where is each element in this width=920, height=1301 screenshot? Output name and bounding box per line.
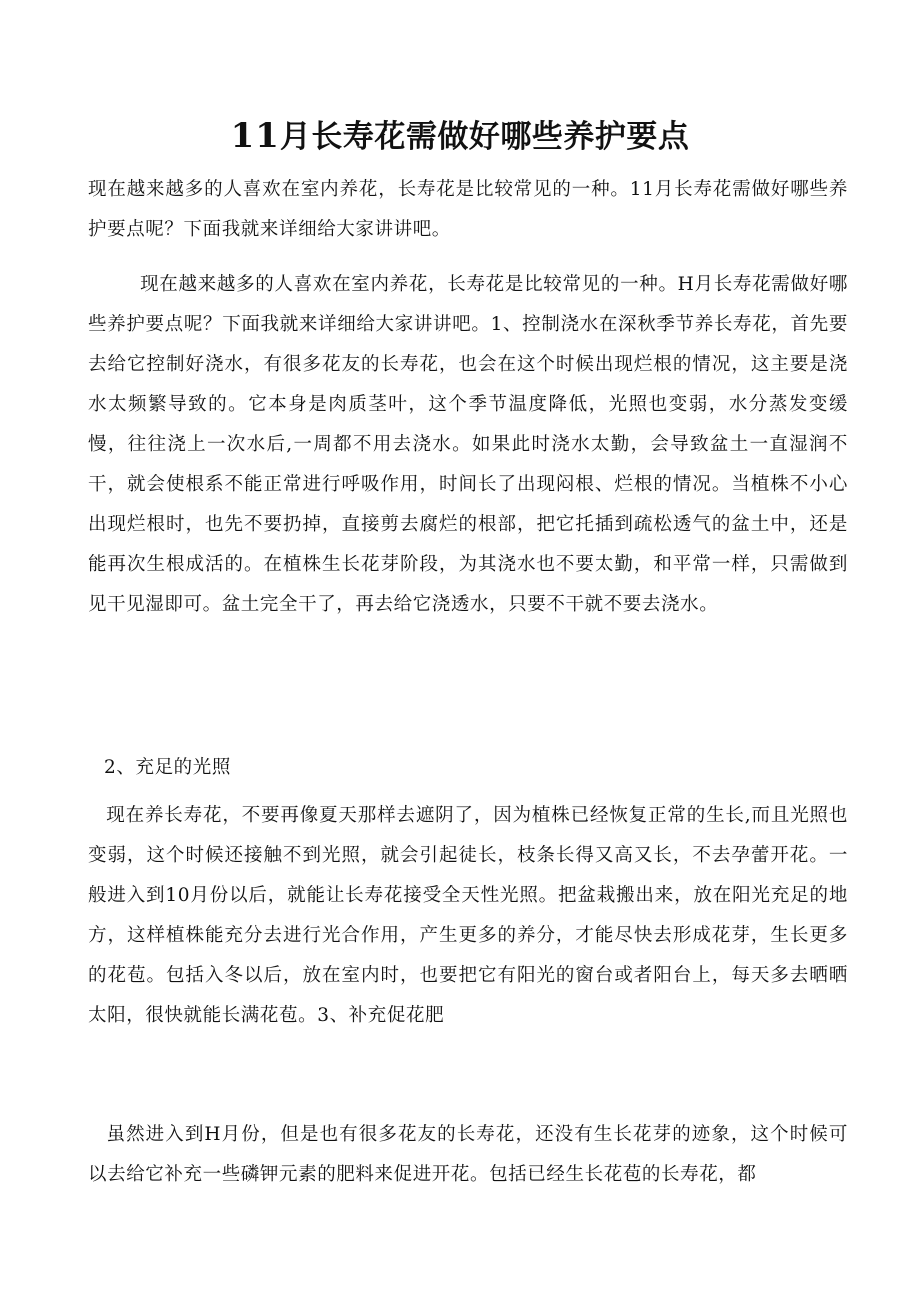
intro-paragraph: 现在越来越多的人喜欢在室内养花，长寿花是比较常见的一种。11月长寿花需做好哪些养护要点呢？下面我就来详细给大家讲讲吧。 [88, 179, 848, 240]
title-text: 月长寿花需做好哪些养护要点 [279, 119, 690, 155]
light-paragraph-text: 现在养长寿花，不要再像夏天那样去遮阴了，因为植株已经恢复正常的生长,而且光照也变弱，这个时候还接触不到光照，就会引起徒长，枝条长得又高又长，不去孕蕾开花。一般进入到10月份以后，就能让长寿花接受全天性光照。把盆栽搬出来，放在阳光充足的地方，这样植株能充分去进行光合作用，产生更多的养分，才能尽快去形成花芽，生长更多的花苞。包括入冬以后，放在室内时，也要把它有阳光的窗台或者阳台上，每天多去晒晒太阳，很快就能长满花苞。3、补充促花肥 [88, 805, 848, 1026]
light-section-heading: 2、充足的光照 [104, 757, 231, 778]
light-paragraph [88, 796, 848, 1036]
fertilizer-paragraph-text: 虽然进入到H月份，但是也有很多花友的长寿花，还没有生长花芽的迹象，这个时候可以去给它补充一些磷钾元素的肥料来促进开花。包括已经生长花苞的长寿花，都 [88, 1124, 848, 1185]
title-number: 11 [230, 116, 280, 156]
document-title [0, 112, 920, 161]
fertilizer-paragraph [88, 1115, 848, 1195]
watering-paragraph [88, 265, 848, 625]
watering-paragraph-text: 现在越来越多的人喜欢在室内养花，长寿花是比较常见的一种。H月长寿花需做好哪些养护要点呢？下面我就来详细给大家讲讲吧。1、控制浇水在深秋季节养长寿花，首先要去给它控制好浇水，有很多花友的长寿花，也会在这个时候出现烂根的情况，这主要是浇水太频繁导致的。它本身是肉质茎叶，这个季节温度降低，光照也变弱，水分蒸发变缓慢，往往浇上一次水后,一周都不用去浇水。如果此时浇水太勤，会导致盆土一直湿润不干，就会使根系不能正常进行呼吸作用，时间长了出现闷根、烂根的情况。当植株不小心出现烂根时，也先不要扔掉，直接剪去腐烂的根部，把它托插到疏松透气的盆土中，还是能再次生根成活的。在植株生长花芽阶段，为其浇水也不要太勤，和平常一样，只需做到见干见湿即可。盆土完全干了，再去给它浇透水，只要不干就不要去浇水。 [88, 274, 848, 615]
